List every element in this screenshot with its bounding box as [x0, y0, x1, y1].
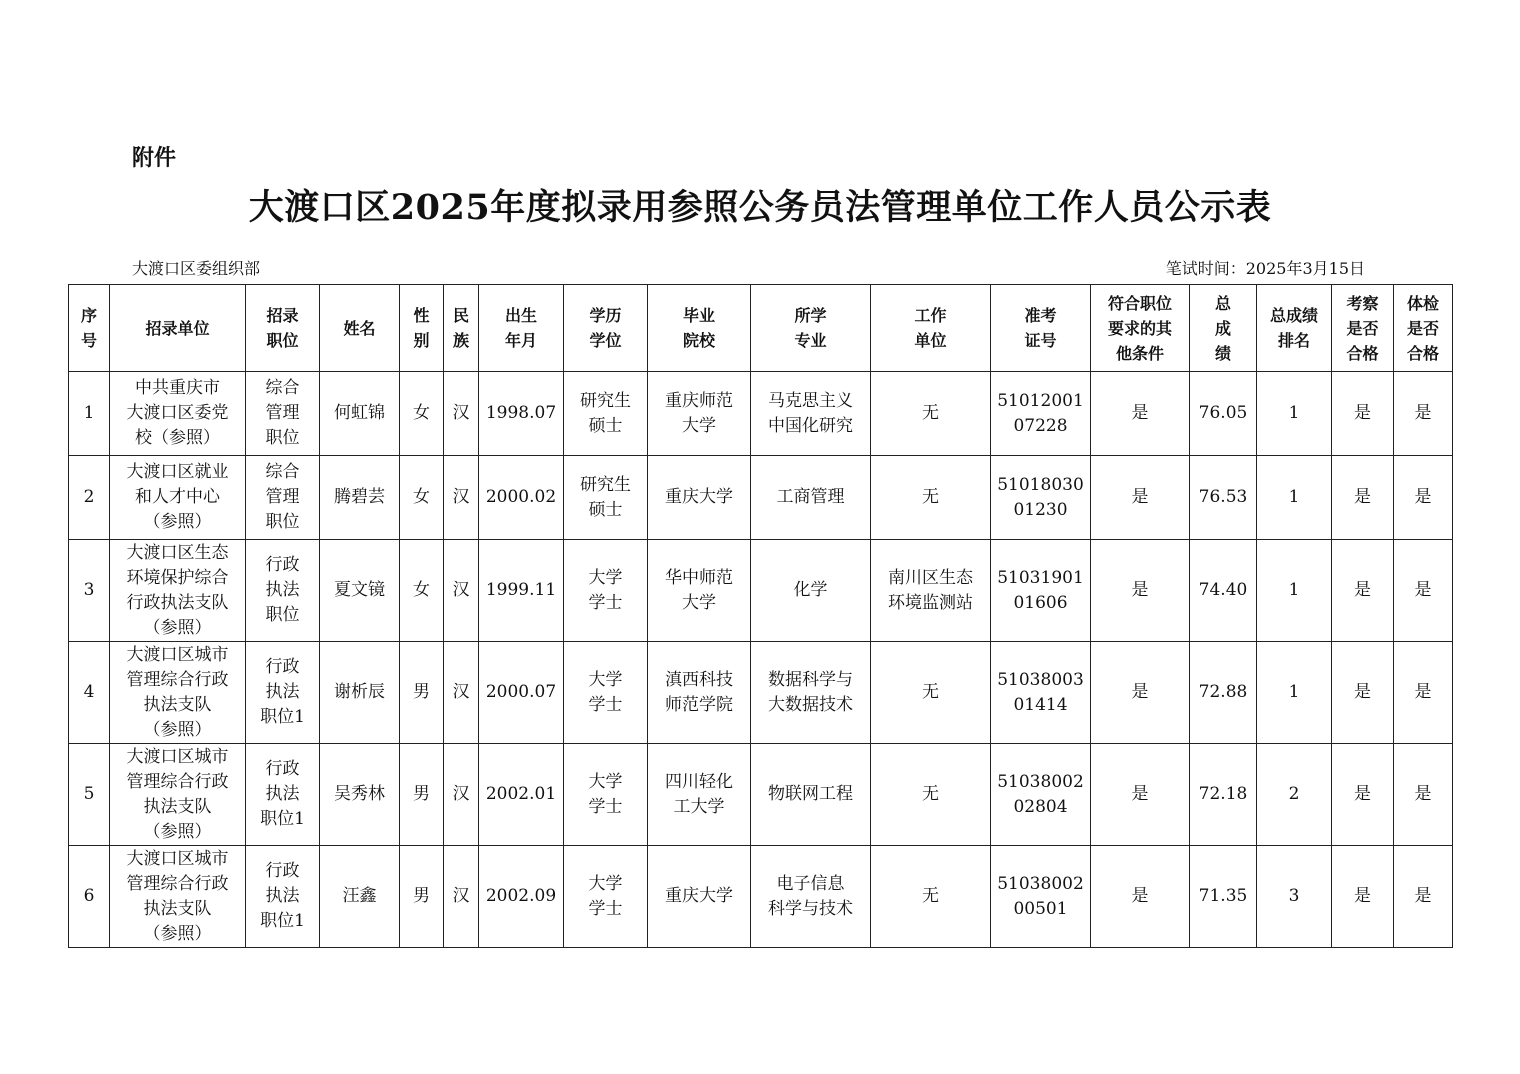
cell-school: 四川轻化 工大学: [648, 744, 751, 846]
cell-ethnicity: 汉: [444, 372, 479, 456]
cell-rank: 1: [1257, 540, 1332, 642]
cell-position: 行政 执法 职位1: [246, 744, 320, 846]
table-row: [69, 372, 1453, 456]
cell-employer: 无: [871, 744, 991, 846]
cell-rank: 1: [1257, 372, 1332, 456]
header-gender: 性 别: [400, 285, 444, 372]
cell-name: 谢析辰: [320, 642, 400, 744]
cell-unit: 中共重庆市 大渡口区委党 校（参照）: [110, 372, 246, 456]
header-unit: 招录单位: [110, 285, 246, 372]
cell-birth: 1998.07: [479, 372, 564, 456]
cell-name: 何虹锦: [320, 372, 400, 456]
cell-medical: 是: [1394, 456, 1453, 540]
cell-exam-id: 51031901 01606: [991, 540, 1091, 642]
cell-school: 重庆大学: [648, 846, 751, 948]
header-education: 学历 学位: [564, 285, 648, 372]
cell-ethnicity: 汉: [444, 846, 479, 948]
cell-unit: 大渡口区生态 环境保护综合 行政执法支队 （参照）: [110, 540, 246, 642]
cell-major: 工商管理: [751, 456, 871, 540]
cell-other-conditions: 是: [1091, 372, 1190, 456]
cell-rank: 3: [1257, 846, 1332, 948]
cell-medical: 是: [1394, 744, 1453, 846]
cell-exam-id: 51038002 02804: [991, 744, 1091, 846]
cell-employer: 无: [871, 456, 991, 540]
cell-other-conditions: 是: [1091, 456, 1190, 540]
cell-name: 夏文镜: [320, 540, 400, 642]
table-row: [69, 540, 1453, 642]
header-major: 所学 专业: [751, 285, 871, 372]
header-exam-id: 准考 证号: [991, 285, 1091, 372]
attachment-label: 附件: [132, 146, 177, 171]
header-ethnicity: 民 族: [444, 285, 479, 372]
cell-inspection: 是: [1332, 456, 1394, 540]
cell-employer: 南川区生态 环境监测站: [871, 540, 991, 642]
cell-medical: 是: [1394, 642, 1453, 744]
cell-gender: 男: [400, 744, 444, 846]
header-employer: 工作 单位: [871, 285, 991, 372]
cell-birth: 2002.09: [479, 846, 564, 948]
cell-total-score: 76.05: [1190, 372, 1257, 456]
cell-name: 腾碧芸: [320, 456, 400, 540]
cell-education: 大学 学士: [564, 540, 648, 642]
cell-other-conditions: 是: [1091, 744, 1190, 846]
cell-education: 大学 学士: [564, 744, 648, 846]
cell-unit: 大渡口区城市 管理综合行政 执法支队 （参照）: [110, 642, 246, 744]
cell-school: 华中师范 大学: [648, 540, 751, 642]
cell-position: 行政 执法 职位1: [246, 846, 320, 948]
candidate-table: [68, 284, 1453, 948]
organizer-label: 大渡口区委组织部: [132, 259, 261, 278]
cell-medical: 是: [1394, 540, 1453, 642]
cell-education: 研究生 硕士: [564, 372, 648, 456]
cell-rank: 1: [1257, 642, 1332, 744]
cell-total-score: 72.88: [1190, 642, 1257, 744]
cell-total-score: 76.53: [1190, 456, 1257, 540]
cell-education: 研究生 硕士: [564, 456, 648, 540]
header-birth: 出生 年月: [479, 285, 564, 372]
header-medical: 体检 是否 合格: [1394, 285, 1453, 372]
cell-major: 电子信息 科学与技术: [751, 846, 871, 948]
cell-index: 5: [69, 744, 110, 846]
cell-position: 综合 管理 职位: [246, 456, 320, 540]
cell-index: 1: [69, 372, 110, 456]
header-total-score: 总 成 绩: [1190, 285, 1257, 372]
table-row: [69, 846, 1453, 948]
cell-education: 大学 学士: [564, 642, 648, 744]
cell-position: 综合 管理 职位: [246, 372, 320, 456]
cell-index: 3: [69, 540, 110, 642]
header-name: 姓名: [320, 285, 400, 372]
header-index: 序 号: [69, 285, 110, 372]
cell-gender: 女: [400, 540, 444, 642]
cell-inspection: 是: [1332, 846, 1394, 948]
cell-rank: 2: [1257, 744, 1332, 846]
cell-birth: 1999.11: [479, 540, 564, 642]
cell-exam-id: 51038002 00501: [991, 846, 1091, 948]
cell-total-score: 74.40: [1190, 540, 1257, 642]
cell-employer: 无: [871, 642, 991, 744]
cell-inspection: 是: [1332, 540, 1394, 642]
cell-other-conditions: 是: [1091, 540, 1190, 642]
cell-name: 汪鑫: [320, 846, 400, 948]
cell-other-conditions: 是: [1091, 846, 1190, 948]
cell-education: 大学 学士: [564, 846, 648, 948]
page-title: 大渡口区2025年度拟录用参照公务员法管理单位工作人员公示表: [248, 187, 1272, 228]
cell-position: 行政 执法 职位1: [246, 642, 320, 744]
cell-medical: 是: [1394, 372, 1453, 456]
cell-major: 数据科学与 大数据技术: [751, 642, 871, 744]
cell-major: 马克思主义 中国化研究: [751, 372, 871, 456]
cell-ethnicity: 汉: [444, 540, 479, 642]
table-row: [69, 456, 1453, 540]
header-other-conditions: 符合职位 要求的其 他条件: [1091, 285, 1190, 372]
cell-unit: 大渡口区城市 管理综合行政 执法支队 （参照）: [110, 846, 246, 948]
cell-exam-id: 51038003 01414: [991, 642, 1091, 744]
cell-exam-id: 51012001 07228: [991, 372, 1091, 456]
cell-inspection: 是: [1332, 372, 1394, 456]
cell-index: 4: [69, 642, 110, 744]
table-row: [69, 642, 1453, 744]
cell-school: 重庆大学: [648, 456, 751, 540]
cell-ethnicity: 汉: [444, 744, 479, 846]
header-position: 招录 职位: [246, 285, 320, 372]
cell-employer: 无: [871, 372, 991, 456]
table-header-row: [69, 285, 1453, 372]
cell-birth: 2000.02: [479, 456, 564, 540]
cell-other-conditions: 是: [1091, 642, 1190, 744]
cell-position: 行政 执法 职位: [246, 540, 320, 642]
cell-inspection: 是: [1332, 744, 1394, 846]
cell-total-score: 71.35: [1190, 846, 1257, 948]
cell-ethnicity: 汉: [444, 456, 479, 540]
cell-employer: 无: [871, 846, 991, 948]
cell-index: 6: [69, 846, 110, 948]
exam-time-label: 笔试时间：2025年3月15日: [1165, 259, 1365, 278]
header-school: 毕业 院校: [648, 285, 751, 372]
cell-medical: 是: [1394, 846, 1453, 948]
cell-birth: 2000.07: [479, 642, 564, 744]
cell-major: 化学: [751, 540, 871, 642]
cell-school: 滇西科技 师范学院: [648, 642, 751, 744]
cell-gender: 女: [400, 372, 444, 456]
cell-gender: 男: [400, 642, 444, 744]
cell-birth: 2002.01: [479, 744, 564, 846]
cell-inspection: 是: [1332, 642, 1394, 744]
cell-total-score: 72.18: [1190, 744, 1257, 846]
cell-unit: 大渡口区城市 管理综合行政 执法支队 （参照）: [110, 744, 246, 846]
cell-gender: 女: [400, 456, 444, 540]
cell-major: 物联网工程: [751, 744, 871, 846]
header-rank: 总成绩 排名: [1257, 285, 1332, 372]
cell-school: 重庆师范 大学: [648, 372, 751, 456]
cell-gender: 男: [400, 846, 444, 948]
table-row: [69, 744, 1453, 846]
cell-unit: 大渡口区就业 和人才中心 （参照）: [110, 456, 246, 540]
cell-index: 2: [69, 456, 110, 540]
cell-rank: 1: [1257, 456, 1332, 540]
cell-name: 吴秀林: [320, 744, 400, 846]
cell-ethnicity: 汉: [444, 642, 479, 744]
cell-exam-id: 51018030 01230: [991, 456, 1091, 540]
header-inspection: 考察 是否 合格: [1332, 285, 1394, 372]
